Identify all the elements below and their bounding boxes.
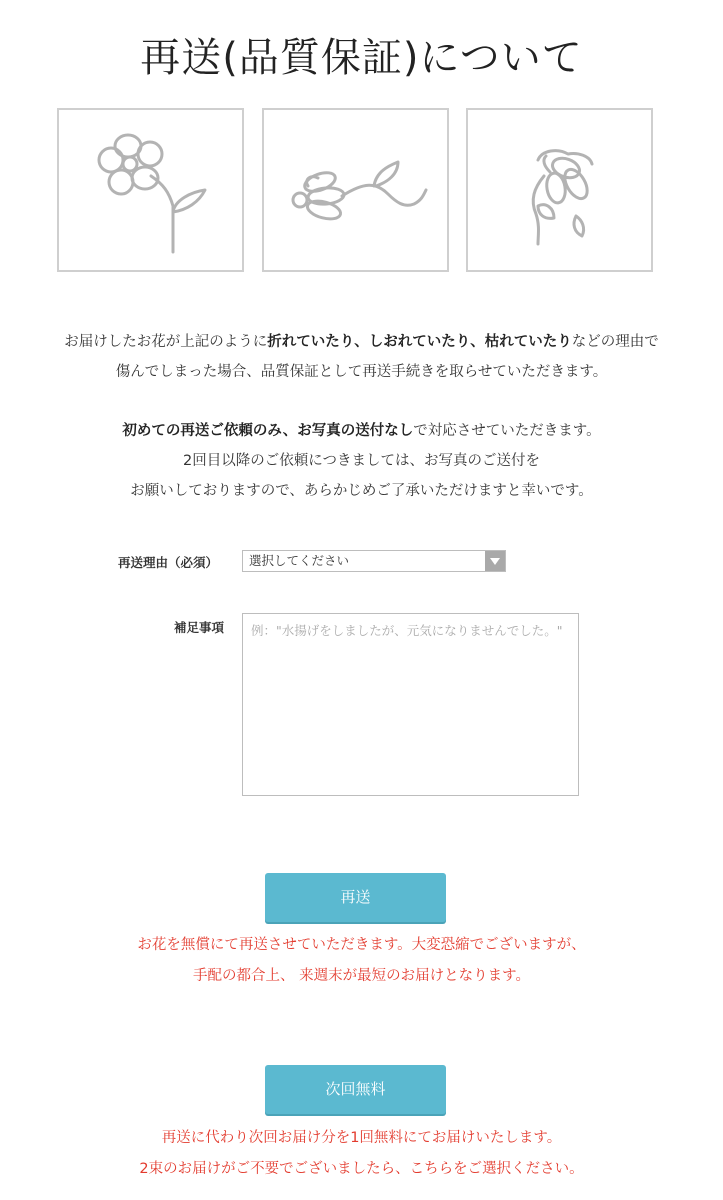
next-free-note [0, 1123, 723, 1185]
page-title: 再送(品質保証)について [140, 35, 583, 81]
next-free-note-line2: 2束のお届けがご不要でございましたら、こちらをご選択ください。 [139, 1161, 584, 1177]
policy-text-emphasis: 初めての再送ご依頼のみ、お写真の送付なし [122, 423, 414, 439]
resend-note-line1: お花を無償にて再送させていただきます。大変恐縮でございますが、 [137, 937, 586, 953]
illustration-bent-flower [262, 108, 449, 272]
reason-select-value: 選択してください [249, 553, 350, 568]
intro-text [0, 327, 723, 387]
notes-label: 補足事項 [173, 620, 224, 635]
reason-label: 再送理由（必須） [117, 555, 218, 570]
intro-text-part: お届けしたお花が上記のように [64, 334, 268, 350]
intro-text-emphasis: 折れていたり、しおれていたり、枯れていたり [267, 334, 572, 350]
policy-text-line3: お願いしておりますので、あらかじめご了承いただけますと幸いです。 [130, 483, 593, 499]
next-free-button[interactable]: 次回無料 [265, 1065, 446, 1114]
intro-text-part: などの理由で [571, 334, 659, 350]
resend-note-line2: 手配の都合上、 来週末が最短のお届けとなります。 [193, 968, 530, 984]
notes-textarea[interactable] [242, 613, 579, 796]
bent-flower-icon [264, 110, 451, 274]
policy-text-part: で対応させていただきます。 [413, 423, 601, 439]
wilted-flower-icon [468, 110, 655, 274]
next-free-note-line1: 再送に代わり次回お届け分を1回無料にてお届けいたします。 [161, 1130, 562, 1146]
resend-button[interactable]: 再送 [265, 873, 446, 922]
illustration-flower [57, 108, 244, 272]
policy-text-line2: 2回目以降のご依頼につきましては、お写真のご送付を [183, 453, 540, 469]
chevron-down-icon[interactable] [485, 551, 505, 571]
flower-icon [59, 110, 246, 274]
reason-select[interactable] [242, 550, 506, 572]
illustration-wilted-flower [466, 108, 653, 272]
resend-note [0, 930, 723, 992]
intro-text-line2: 傷んでしまった場合、品質保証として再送手続きを取らせていただきます。 [115, 364, 608, 380]
policy-text [0, 416, 723, 506]
